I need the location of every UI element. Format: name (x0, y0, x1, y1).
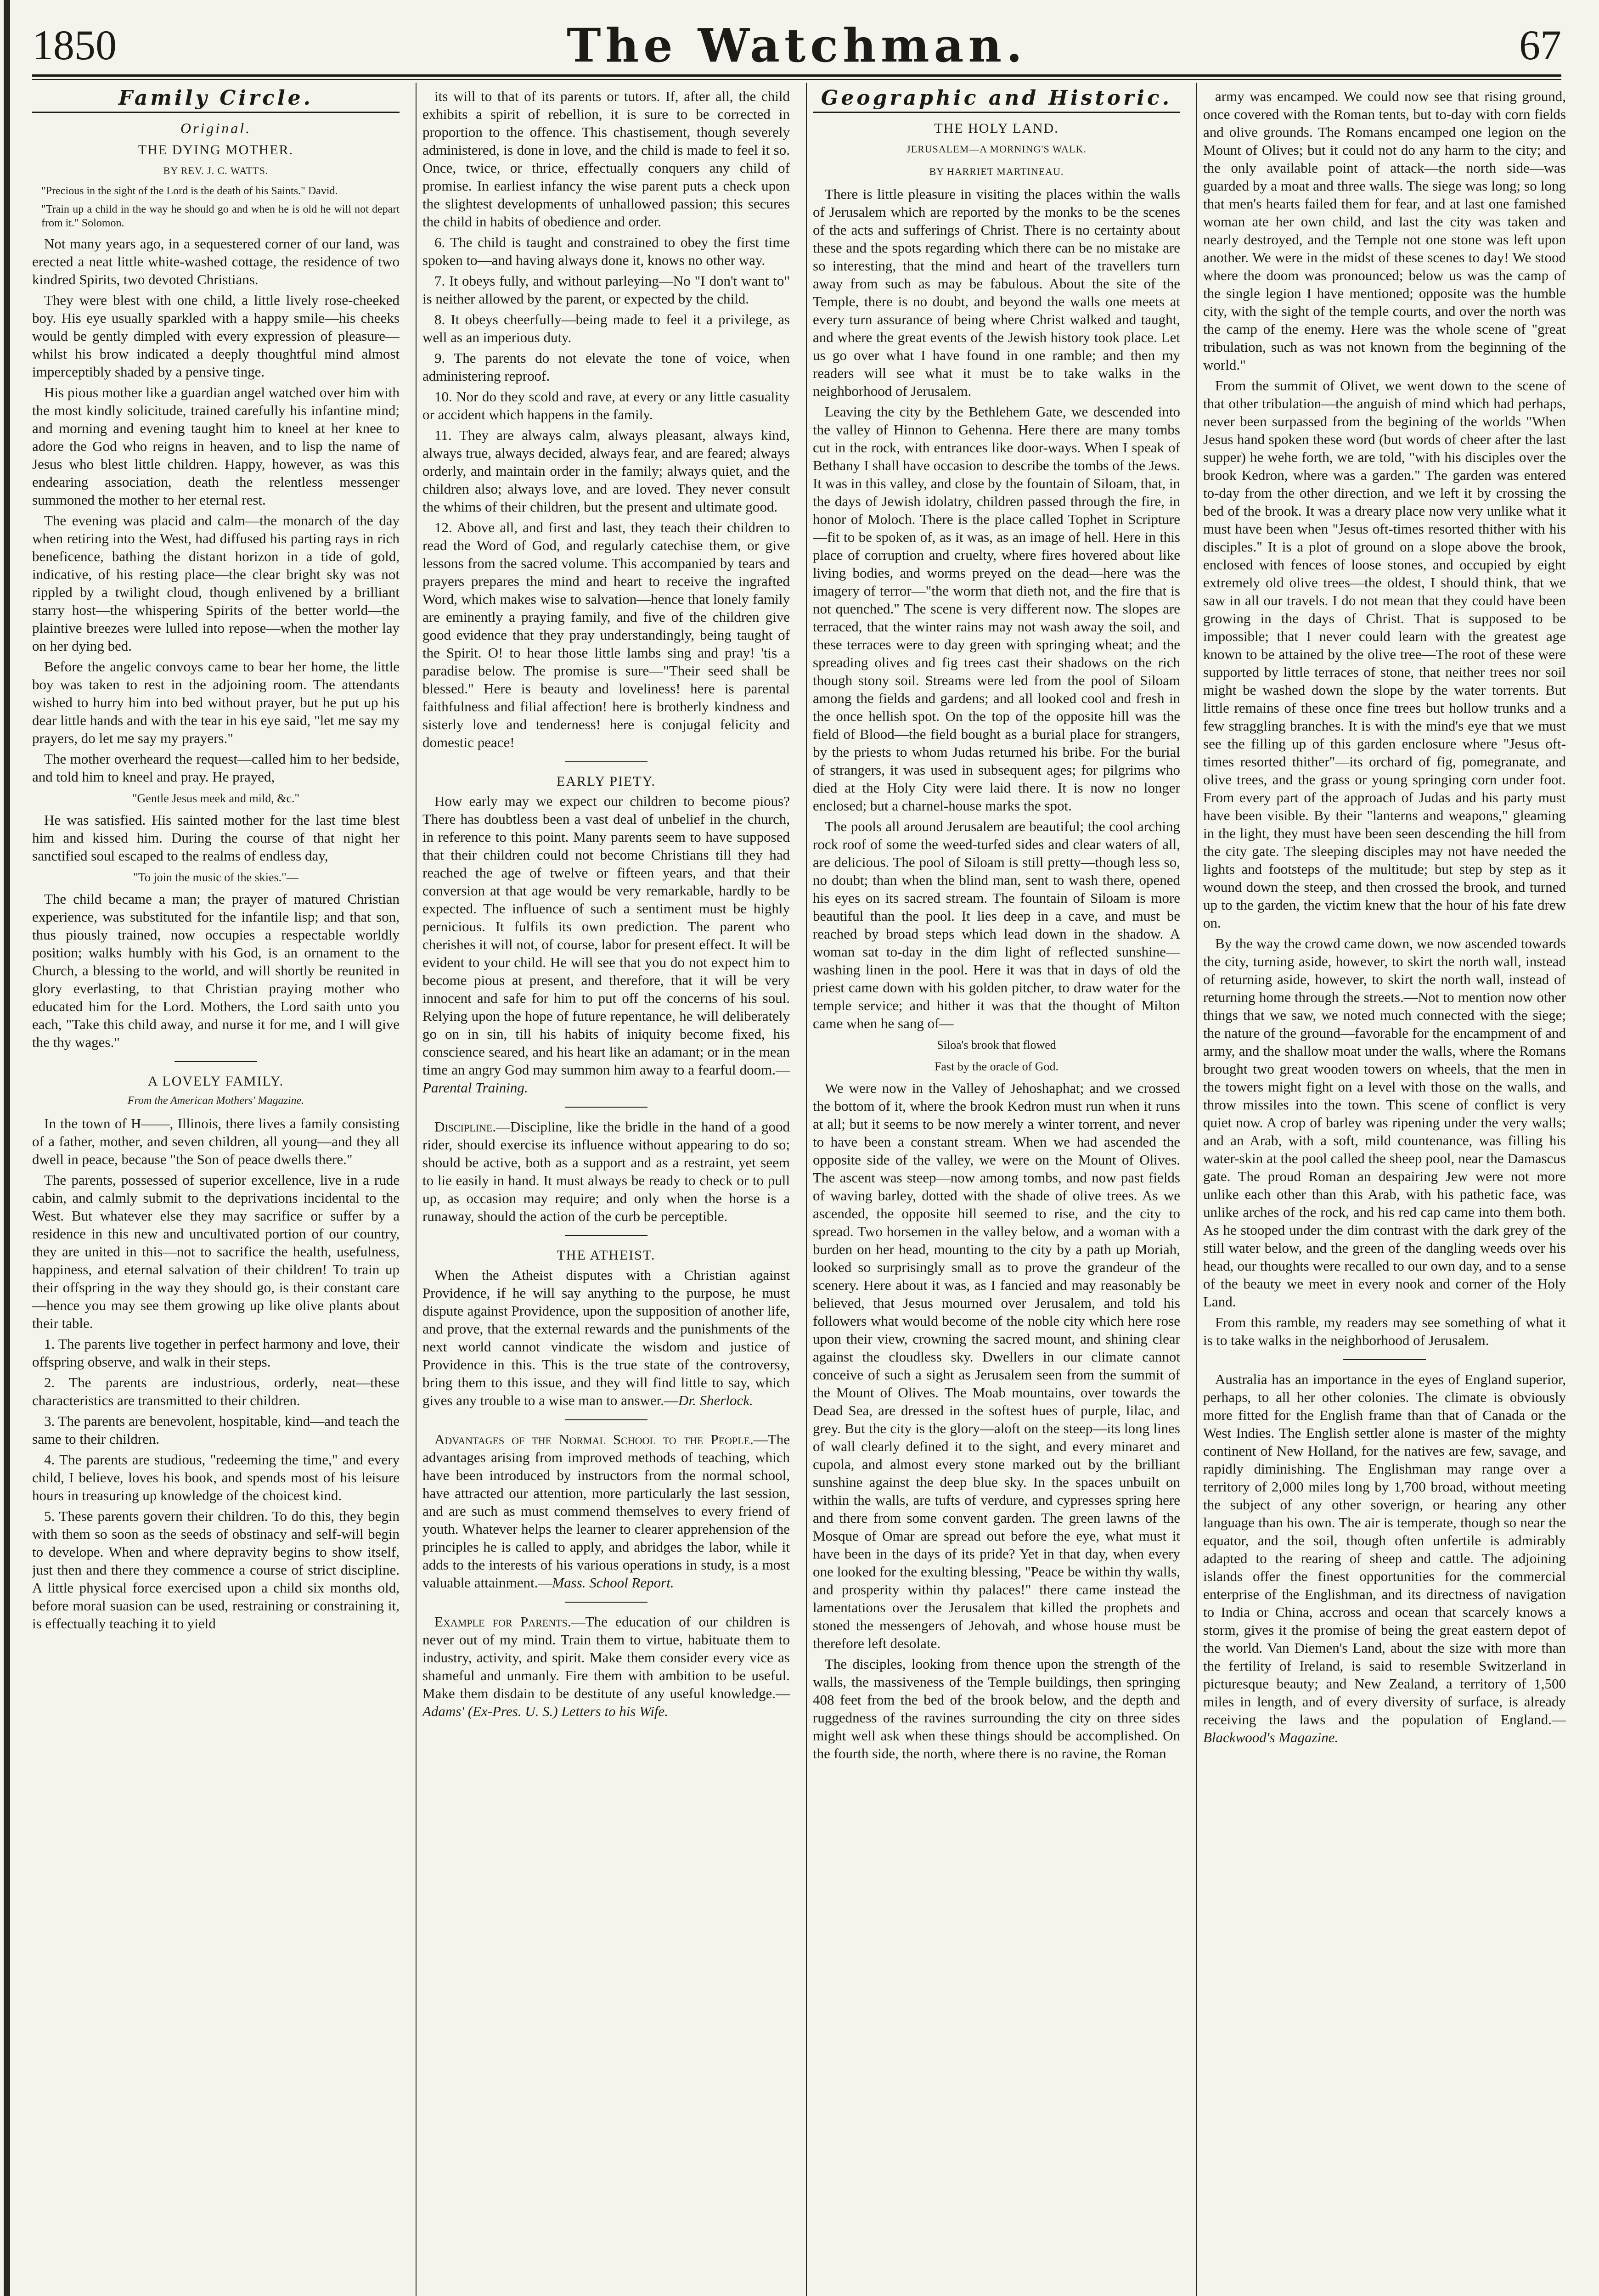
paragraph-lead: Example for Parents. (434, 1614, 571, 1630)
masthead-rule-thin (32, 79, 1561, 80)
paragraph: In the town of H——, Illinois, there lives a family consisting of a father, mother, and seven children, all young—and they all dwell in peace, because "the Son of peace dwells there." (32, 1115, 400, 1167)
article-separator (1343, 1359, 1426, 1360)
attribution: Dr. Sherlock. (678, 1392, 753, 1408)
article-title: THE HOLY LAND. (934, 121, 1059, 136)
epigraph: "Train up a child in the way he should go and when he is old he will not depart from it." Solomon. (41, 203, 400, 229)
article-subtitle: JERUSALEM—A MORNING'S WALK. (906, 143, 1087, 155)
paragraph-text: —The advantages arising from improved methods of teaching, which have been introduced by instructors from the normal school, have attracted our attention, more particularly the last session, and are such as must commend themselves to every friend of youth. Whatever helps the learner to clearer apprehension of the principles he is called to apply, and abridges the labor, while it adds to the interests of his various operations in study, is a most valuable attainment.— (422, 1431, 790, 1591)
paragraph: Australia has an importance in the eyes of England superior, perhaps, to all her other colonies. The climate is obviously more fitted for the English frame than that of Canada or the West Indies. The English settler alone is master of the mighty continent of New Holland, for the natives are few, savage, and rapidly diminishing. The Englishman may range over a territory of 2,000 miles long by 1,700 broad, without meeting the subject of any other soverign, or hearing any other language than his own. The air is temperate, though so near the equator, and the soil, though often unfertile is admirably adapted to the rearing of sheep and cattle. The adjoining islands offer the finest opportunities for the commercial enterprise of the Englishman, and its directness of navigation to India or China, accross and ocean that scarcely knows a storm, gives it the promise of being the great eastern depot of the world. Van Diemen's Land, about the size with more than the fertility of Ireland, is said to resemble Switzerland in picturesque beauty; and New Zealand, a territory of 1,500 miles in length, and of every diversity of surface, is already receiving the laws and the population of England.—Blackwood's Magazine. (1203, 1371, 1566, 1745)
article-separator (175, 1061, 257, 1062)
paragraph: Before the angelic convoys came to bear her home, the little boy was taken to rest in the adjoining room. The attendants wished to hurry him into bed without prayer, but he put up his dear little hands and with the tear in his eye said, "let me say my prayers, do let me say my prayers." (32, 658, 400, 746)
article-source: From the American Mothers' Magazine. (127, 1095, 304, 1107)
paragraph-text: How early may we expect our children to become pious? There has doubtless been a vast deal of unbelief in the church, in reference to this point. Many parents seem to have supposed that their children could not become Christians till they had reached the age of twelve or fifteen years, and that their conversion at that age would be very remarkable, hardly to be expected. The influence of such a sentiment must be highly pernicious. It fulfils its own prediction. The parent who cherishes it will not, of course, labor for present effect. It will be evident to your child. He will see that you do not expect him to become pious at present, and therefore, that it will be very innocent and safe for him to put off the concerns of his soul. Relying upon the hope of future repentance, he will deliberately go on in sin, till his habits of iniquity become fixed, his conscience seared, and his heart like an adamant; or in the mean time an angry God may summon him away to a fearful doom. (422, 793, 790, 1078)
paragraph-text: Australia has an importance in the eyes of England superior, perhaps, to all her other colonies. The climate is obviously more fitted for the English frame than that of Canada or the West Indies. The English settler alone is master of the mighty continent of New Holland, for the natives are few, savage, and rapidly diminishing. The Englishman may range over a territory of 2,000 miles long by 1,700 broad, without meeting the subject of any other soverign, or hearing any other language than his own. The air is temperate, though so near the equator, and the soil, though often unfertile is admirably adapted to the rearing of sheep and cattle. The adjoining islands offer the finest opportunities for the commercial enterprise of the Englishman, and its directness of navigation to India or China, accross and ocean that scarcely knows a storm, gives it the promise of being the great eastern depot of the world. Van Diemen's Land, about the size with more than the fertility of Ireland, is said to resemble Switzerland in picturesque beauty; and New Zealand, a territory of 1,500 miles in length, and of every diversity of surface, is already receiving the laws and the population of England. (1203, 1371, 1566, 1728)
paragraph (422, 1613, 790, 1720)
masthead-rule (32, 74, 1561, 77)
paragraph: 6. The child is taught and constrained to obey the first time spoken to—and having always done it, knows no other way. (422, 234, 790, 268)
paragraph: By the way the crowd came down, we now ascended towards the city, turning aside, however, to skirt the north wall, instead of returning aside, however, to skirt the north wall, instead of returning home through the streets.—Not to mention now other things that we saw, we noted much connected with the siege; the nature of the ground—favorable for the encampment of and army, and the shallow moat under the walls, where the Romans brought two great wooden towers on wheels, that the men in the towers might fight on a level with those on the walls, and throw missiles into the town. This scene of conflict is very quiet now. A crop of barley was ripening under the very walls; and an Arab, with a soft, mild countenance, was filling his water-skin at the pool called the sheep pool, near the Damascus gate. The proud Roman an despairing Jew were not more unlike each other than this Arab, with his pathetic face, was unlike arches of the rock, and his red cap came into them both. As he stooped under the dim contrast with the dark grey of the still water below, and the green of the dangling weeds over his head, our thoughts were recalled to our own day, and to a sense of the beauty we meet in every nook and corner of the Holy Land. (1203, 935, 1566, 1310)
epigraph: "Precious in the sight of the Lord is the death of his Saints." David. (41, 185, 338, 197)
paragraph: The disciples, looking from thence upon the strength of the walls, the massiveness of the Temple buildings, then springing 408 feet from the bed of the brook below, and the depth and ruggedness of the ravines surrounding the city on three sides might well ask when these things should be accomplished. On the fourth side, the north, where there is no ravine, the Roman (813, 1656, 1180, 1761)
paragraph: 1. The parents live together in perfect harmony and love, their offspring observe, and walk in their steps. (32, 1336, 400, 1370)
article-byline: BY HARRIET MARTINEAU. (929, 166, 1064, 177)
page-number: 67 (1519, 22, 1561, 68)
paragraph: 9. The parents do not elevate the tone of voice, when administering reproof. (422, 350, 790, 384)
paragraph: 2. The parents are industrious, orderly, neat—these characteristics are transmitted to their children. (32, 1374, 400, 1408)
article-separator (565, 1419, 647, 1420)
article-byline: BY REV. J. C. WATTS. (163, 165, 269, 176)
paragraph: its will to that of its parents or tutors. If, after all, the child exhibits a spirit of rebellion, it is sure to be corrected in proportion to the offence. This chastisement, though severely administered, is done in love, and the child is made to feel it so. Once, twice, or thrice, effectually conquers any child of promise. In earliest infancy the wise parent puts a check upon the slightest developments of unhallowed passion; this secures the child in habits of obedience and order. (422, 88, 790, 230)
paragraph: 11. They are always calm, always pleasant, always kind, always true, always decided, always fear, and are feared; always orderly, and maintain order in the family; always quiet, and the children also; always love, and are loved. They never consult the whims of their children, but the present and ultimate good. (422, 427, 790, 515)
attribution: Parental Training. (422, 1080, 528, 1096)
department-heading: Geographic and Historic. (821, 87, 1172, 110)
column-divider (806, 83, 807, 2296)
paragraph: 3. The parents are benevolent, hospitable, kind—and teach the same to their children. (32, 1413, 400, 1447)
paragraph-text: When the Atheist disputes with a Christian against Providence, if he will say anything to the purpose, he must dispute against Providence, upon the supposition of another life, and prove, that the external rewards and the punishments of the next world cannot vindicate the wisdom and justice of Providence in this. This is the true state of the controversy, bring them to this issue, and they will find little to say, which gives any trouble to a wise man to answer.— (422, 1267, 790, 1408)
paragraph: From the summit of Olivet, we went down to the scene of that other tribulation—the anguish of mind which had perhaps, never been surpassed from the begining of the worlds "When Jesus hand spoken these word (but words of cheer after the last supper) he wehe forth, we are told, "with his disciples over the brook Kedron, where was a garden." The garden was entered to-day from the other direction, and we left it by crossing the bed of the brook. It was a dreary place now very unlike what it must have been when "Jesus oft-times resorted thither with his disciples." It is a plot of ground on a slope above the brook, enclosed with fences of loose stones, and occupied by eight extremely old olive trees—the oldest, I should think, that we saw in all our travels. I do not mean that they could have been growing in the days of Christ. That is supposed to be impossible; that I never could learn with the greatest age known to be attained by the olive tree—The root of these were supported by little terraces of stone, that neither trees nor soil might be washed down the slope by the water torrents. But little remains of these once fine trees but hollow trunks and a few straggling branches. It is with the mind's eye that we must see the filling up of this garden enclosure where "Jesus oft-times resorted thither"—its orchard of fig, pomegranate, and olive trees, and the grass or young springing corn under foot. From every part of the approach of Judas and his party must have been visible. By their "lanterns and weapons," gleaming in the light, they must have been seen descending the hill from the city gate. The sleeping disciples may not have needed the lights and footsteps of the multitude; but step by step as it wound down the steep, and then crossed the brook, and turned up to the garden, the victim knew that the hour of his fate drew on. (1203, 377, 1566, 931)
paragraph: The child became a man; the prayer of matured Christian experience, was substituted for the infantile lisp; and that son, thus piously trained, now occupies a respectable worldly position; walks humbly with his God, is an ornament to the Church, a blessing to the world, and will shortly be reunited in glory everlasting, to that Christian praying mother who educated him for the Lord. Mothers, the Lord saith unto you each, "Take this child away, and nurse it for me, and I will give the thy wages." (32, 891, 400, 1050)
paragraph-lead: Discipline. (434, 1119, 496, 1135)
paragraph: The mother overheard the request—called him to her bedside, and told him to kneel and pray. He prayed, (32, 751, 400, 785)
article-title: EARLY PIETY. (557, 774, 656, 789)
paragraph: The evening was placid and calm—the monarch of the day when retiring into the West, had diffused his parting rays in rich beneficence, bathing the distant horizon in a tide of gold, indicative, of his resting place—the clear bright sky was not rippled by a twilight cloud, though enlivened by a brilliant starry host—the whispering Spirits of the better world—the plaintive breezes were lulled into repose—when the mother lay on her dying bed. (32, 512, 400, 654)
paragraph: The parents, possessed of superior excellence, live in a rude cabin, and calmly submit to the deprivations incidental to the West. But whatever else they may sacrifice or suffer by a residence in this new and uncultivated portion of our country, they are united in this—not to sacrifice the health, usefulness, happiness, and eternal salvation of their children! To train up their offspring in the way they should go, is their constant care—hence you may see them growing up like olive plants about their table. (32, 1172, 400, 1331)
attribution: Mass. School Report. (552, 1575, 674, 1591)
paragraph-lead: Advantages of the Normal School to the People. (434, 1431, 754, 1447)
department-heading: Family Circle. (118, 87, 313, 110)
department-rule (32, 112, 400, 113)
paragraph: There is little pleasure in visiting the places within the walls of Jerusalem which are reported by the monks to be the scenes of the acts and sufferings of Christ. There is no certainty about these and the spots regarding which there can be no mistake are so interesting, that the mind and heart of the travellers turn away from such as may be fabulous. About the site of the Temple, there is no doubt, and beyond the walls one meets at every turn assurance of being where Christ walked and taught, and where the great events of the Jewish history took place. Let us go over what I have found in one ramble; and then my readers will see what it must be to take walks in the neighborhood of Jerusalem. (813, 186, 1180, 399)
paragraph: The pools all around Jerusalem are beautiful; the cool arching rock roof of some the weed-turfed sides and clear waters of all, are delicious. The pool of Siloam is still pretty—though less so, no doubt; than when the blind man, sent to wash there, opened his eyes on its sacred stream. The fountain of Siloam is more beautiful than the pool. It lies deep in a cave, and must be reached by broad steps which lead down in the shadow. A woman sat to-day in the dim light of reflected sunshine—washing linen in the pool. Here it was that in days of old the priest came down with his golden pitcher, to draw water for the temple service; and hither it was that the thought of Milton came when he sang of— (813, 818, 1180, 1031)
paragraph: We were now in the Valley of Jehoshaphat; and we crossed the bottom of it, where the brook Kedron must run when it runs at all; but it seems to be now merely a winter torrent, and never to have been a constant stream. When we had ascended the opposite side of the valley, we were on the Mount of Olives. The ascent was steep—now among tombs, and now past fields of waving barley, dotted with the shade of olive trees. As we ascended, the opposite hill seemed to rise, and the city to spread. Two horsemen in the valley below, and a woman with a burden on her head, mounting to the city by a path up Moriah, looked so surprisingly small as to prove the grandeur of the scenery. Here about it was, as I fancied and may reasonably be believed, that Jesus mourned over Jerusalem, and told his followers what would become of the noble city which here rose upon their view, crowning the sacred mount, and shining clear against the cloudless sky. Dwellers in our climate cannot conceive of such a sight as Jerusalem seen from the summit of the Mount of Olives. The Moab mountains, over towards the Dead Sea, are dressed in the softest hues of purple, lilac, and grey. But the city is the glory—aloft on the steep—its long lines of wall clearly defined it to the sight, and every minaret and cupola, and almost every stone marked out by the brilliant sunshine against the deep blue sky. In the spaces unbuilt on within the walls, are tufts of verdure, and cypresses spring here and there from some convent garden. The green lawns of the Mosque of Omar are spread out before the eye, what must it have been in the days of its pride? Yet in that day, when every one looked for the exulting blessing, "Peace be within thy walls, and prosperity within thy palaces!" there came instead the lamentations over the Jerusalem that killed the prophets and stoned the messengers of Jehovah, and whose house must be therefore left desolate. (813, 1080, 1180, 1651)
masthead (32, 18, 1561, 73)
paragraph: 5. These parents govern their children. To do this, they begin with them so soon as the seeds of obstinacy and self-will begin to develope. When and where depravity begins to show itself, just then and there they commence a course of strict discipline. A little physical force exercised upon a child six months old, before moral suasion can be used, restraining or constraining it, is effectually teaching it to yield (32, 1508, 400, 1632)
binding-edge (4, 0, 10, 2296)
paragraph: Leaving the city by the Bethlehem Gate, we descended into the valley of Hinnon to Gehenna. Here there are many tombs cut in the rock, with entrances like door-ways. When I speak of Bethany I shall have occasion to describe the tombs of the Jews. It was in this valley, and close by the fountain of Siloam, that, in the days of Jewish idolatry, children passed through the fire, in honor of Moloch. There is the place called Tophet in Scripture—fit to be spoken of, as it was, as an image of hell. Here in this place of corruption and cruelty, where fires hovered about like living bodies, and worms preyed on the dead—here was the imagery of terror—"the worm that dieth not, and the fire that is not quenched." The scene is very different now. The slopes are terraced, that the winter rains may not wash away the soil, and these terraces were to day green with springing wheat; and the spreading olives and fig trees cast their shadows on the rich though stony soil. Streams were led from the pool of Siloam among the fields and gardens; and all looked cool and fresh in the once hellish spot. On the top of the opposite hill was the field of Blood—the field bought as a burial place for strangers, by the priests to whom Judas returned his bribe. For the burial of strangers, it was used in subsequent ages; for pilgrims who died at the Holy City were laid there. It is now no longer enclosed; but a charnel-house marks the spot. (813, 404, 1180, 814)
column-divider (1196, 83, 1197, 2296)
article-title: A LOVELY FAMILY. (147, 1074, 284, 1089)
paragraph: How early may we expect our children to become pious? There has doubtless been a vast deal of unbelief in the church, in reference to this point. Many parents seem to have supposed that their children could not become Christians till they had reached the age of twelve or fifteen years, and that their conversion at that age would be very remarkable, hardly to be expected. The influence of such a sentiment must be highly pernicious. It fulfils its own prediction. The parent who cherishes it will not, of course, labor for present effect. It will be evident to your child. He will see that you do not expect him to become pious at present, and therefore, that it will be very innocent and safe for him to put off the concerns of his soul. Relying upon the hope of future repentance, he will deliberately go on in sin, till his habits of iniquity become fixed, his conscience seared, and his heart like an adamant; or in the mean time an angry God may summon him away to a fearful doom.—Parental Training. (422, 793, 790, 1096)
verse-quote: Siloa's brook that flowed (937, 1038, 1056, 1052)
paragraph: Not many years ago, in a sequestered corner of our land, was erected a neat little white-washed cottage, the residence of two kindred Spirits, two devoted Christians. (32, 236, 400, 287)
paragraph-text: —Discipline, like the bridle in the hand of a good rider, should exercise its influence without appearing to do so; should be active, both as a support and as a restraint, yet seem to lie easily in hand. It must always be ready to check or to pull up, as occasion may require; and only when the horse is a runaway, should the action of the curb be perceptible. (422, 1119, 790, 1224)
article-separator (565, 1602, 647, 1603)
article-title: THE DYING MOTHER. (138, 142, 294, 158)
article-separator (565, 1107, 647, 1108)
verse-quote: "Gentle Jesus meek and mild, &c." (132, 792, 300, 805)
column-1 (32, 87, 400, 2296)
paragraph: They were blest with one child, a little lively rose-cheeked boy. His eye usually sparkled with a happy smile—his cheeks would be gently dimpled with every expression of pleasure—whilst his brow indicated a deeply thoughtful mind almost imperceptibly shaded by a pensive tinge. (32, 292, 400, 380)
article-separator (565, 761, 647, 762)
article-title: THE ATHEIST. (557, 1248, 656, 1263)
paragraph: 10. Nor do they scold and rave, at every or any little casuality or accident which happens in the family. (422, 388, 790, 422)
column-divider (416, 83, 417, 2296)
paragraph (422, 1430, 790, 1592)
paragraph-text: —The education of our children is never out of my mind. Train them to virtue, habituate them to industry, activity, and spirit. Make them consider every vice as shameful and unmanly. Fire them with ambition to be useful. Make them disdain to be destitute of any useful knowledge.— (422, 1614, 790, 1701)
column-4 (1203, 87, 1566, 2296)
original-label: Original. (180, 120, 252, 136)
paragraph: army was encamped. We could now see that rising ground, once covered with the Roman tents, but to-day with corn fields and olive grounds. The Romans encamped one legion on the Mount of Olives; but it could not do any harm to the city; and the only available point of attack—the north side—was guarded by a moat and three walls. The siege was long; so long that men's hearts failed them for fear, and at last one famished woman ate her own child, and last the city was taken and nearly destroyed, and the Temple not one stone was left upon another. We were in the midst of these scenes to day! We stood where the doom was pronounced; below us was the camp of the single legion I have mentioned; opposite was the humble city, with the sight of the temple courts, and over the north was the camp of the enemy. Here was the whole scene of "great tribulation, such as was not known from the beginning of the world." (1203, 88, 1566, 373)
paragraph: He was satisfied. His sainted mother for the last time blest him and kissed him. During the course of that night her sanctified soul escaped to the realms of endless day, (32, 812, 400, 864)
article-separator (565, 1235, 647, 1236)
paragraph: From this ramble, my readers may see something of what it is to take walks in the neighborhood of Jerusalem. (1203, 1314, 1566, 1348)
paragraph (422, 1118, 790, 1225)
newspaper-title: The Watchman. (567, 18, 1027, 73)
column-2 (422, 87, 790, 2296)
paragraph (422, 1266, 790, 1409)
paragraph: 8. It obeys cheerfully—being made to feel it a privilege, as well as an imperious duty. (422, 311, 790, 345)
issue-year: 1850 (32, 22, 117, 68)
column-3 (813, 87, 1180, 2296)
paragraph: 12. Above all, and first and last, they teach their children to read the Word of God, and regularly catechise them, or give lessons from the sacred volume. This accompanied by tears and prayers prepares the mind and heart to receive the ingrafted Word, which makes wise to salvation—hence that lonely family are eminently a praying family, and five of the children give good evidence that they pray understandingly, being taught of the Spirit. O! to hear those little lambs sing and pray! 'tis a paradise below. The promise is sure—"Their seed shall be blessed." Here is beauty and loveliness! here is parental faithfulness and filial affection! here is brotherly kindness and sisterly love and tenderness! here is conjugal felicity and domestic peace! (422, 519, 790, 750)
paragraph: 7. It obeys fully, and without parleying—No "I don't want to" is neither allowed by the parent, or expected by the child. (422, 273, 790, 307)
paragraph: His pious mother like a guardian angel watched over him with the most kindly solicitude, trained carefully his infantine mind; and morning and evening taught him to kneel at her knee to adore the God who reigns in heaven, and to lisp the name of Jesus who blest little children. Happy, however, as was this endearing association, death the relentless messenger summoned the mother to her eternal rest. (32, 384, 400, 508)
verse-quote: "To join the music of the skies."— (133, 871, 298, 884)
paragraph: 4. The parents are studious, "redeeming the time," and every child, I believe, loves his book, and spends most of his leisure hours in treasuring up knowledge of the choicest kind. (32, 1452, 400, 1503)
department-rule (813, 112, 1180, 113)
verse-quote: Fast by the oracle of God. (934, 1060, 1059, 1073)
attribution: Blackwood's Magazine. (1203, 1729, 1339, 1745)
attribution: Adams' (Ex-Pres. U. S.) Letters to his Wife. (422, 1703, 668, 1719)
